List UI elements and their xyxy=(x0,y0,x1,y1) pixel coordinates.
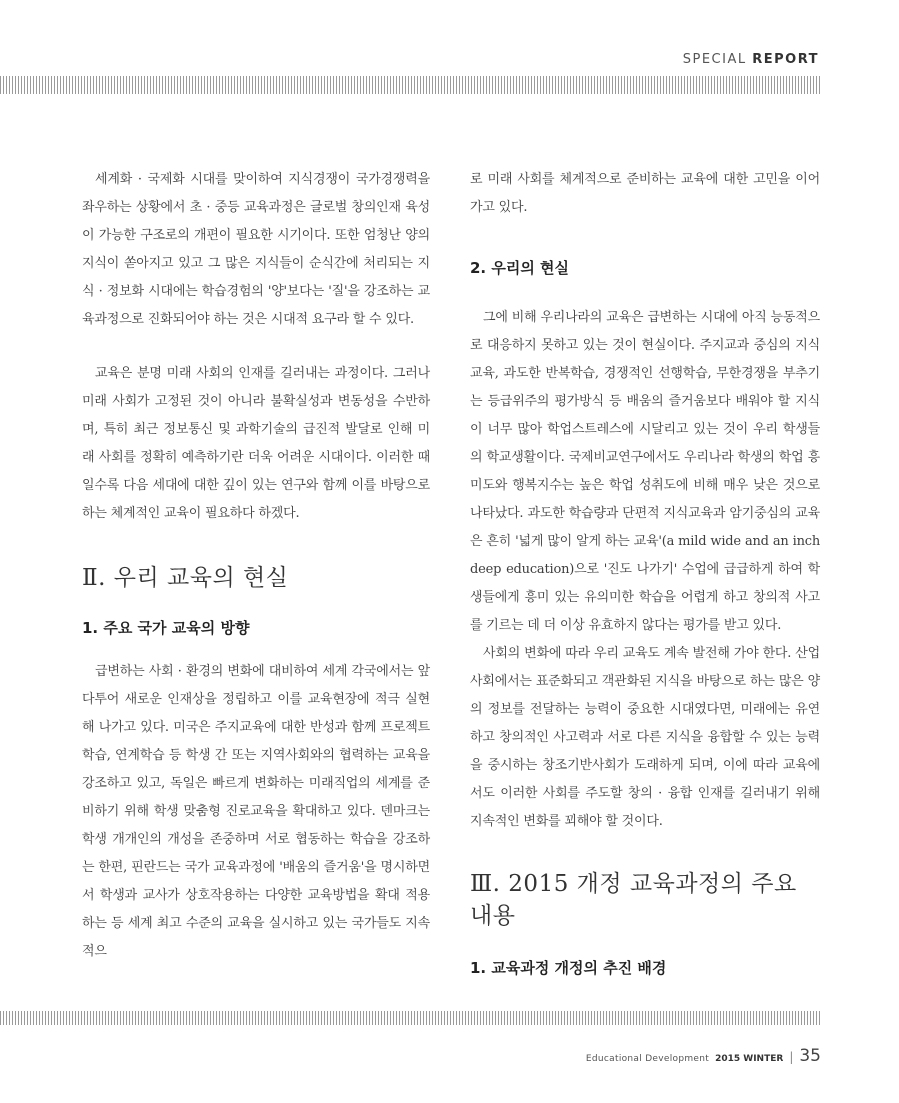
header-label-special: SPECIAL xyxy=(682,52,747,67)
subheading-revision-background: 1. 교육과정 개정의 추진 배경 xyxy=(470,959,667,977)
header-label xyxy=(683,52,819,67)
right-column xyxy=(470,166,820,980)
subheading-our-reality: 2. 우리의 현실 xyxy=(470,259,570,277)
left-paragraph-1: 세계화 · 국제화 시대를 맞이하여 지식경쟁이 국가경쟁력을 좌우하는 상황에서 초 · 중등 교육과정은 글로벌 창의인재 육성이 가능한 구조로의 개편이 필요한 시기이다. 또한 엄청난 양의 지식이 쏟아지고 있고 그 많은 지식들이 순식간에 처리되는 지식 · 정보화 시대에는 학습경험의 '양'보다는 '질'을 강조하는 교육과정으로 진화되어야 하는 것은 시대적 요구라 할 수 있다. xyxy=(82,172,430,327)
footer-separator: | xyxy=(789,1050,794,1064)
right-paragraph-1: 로 미래 사회를 체계적으로 준비하는 교육에 대한 고민을 이어가고 있다. xyxy=(470,172,820,215)
page-footer xyxy=(586,1046,821,1066)
left-paragraph-3: 급변하는 사회 · 환경의 변화에 대비하여 세계 각국에서는 앞다투어 새로운 인재상을 정립하고 이를 교육현장에 적극 실현해 나가고 있다. 미국은 주지교육에 대한 반성과 함께 프로젝트학습, 연계학습 등 학생 간 또는 지역사회와의 협력하는 교육을 강조하고 있고, 독일은 빠르게 변화하는 미래직업의 세계를 준비하기 위해 학생 맞춤형 진로교육을 확대하고 있다. 덴마크는 학생 개개인의 개성을 존중하며 서로 협동하는 학습을 강조하는 한편, 핀란드는 국가 교육과정에 '배움의 즐거움'을 명시하면서 학생과 교사가 상호작용하는 다양한 교육방법을 확대 적용하는 등 세계 최고 수준의 교육을 실시하고 있는 국가들도 지속적으 xyxy=(82,664,430,959)
right-paragraph-3: 사회의 변화에 따라 우리 교육도 계속 발전해 가야 한다. 산업사회에서는 표준화되고 객관화된 지식을 바탕으로 하는 많은 양의 정보를 전달하는 능력이 중요한 시대였다면, 미래에는 유연하고 창의적인 사고력과 서로 다른 지식을 융합할 수 있는 능력을 중시하는 창조기반사회가 도래하게 되며, 이에 따라 교육에서도 이러한 사회를 주도할 창의 · 융합 인재를 길러내기 위해 지속적인 변화를 꾀해야 할 것이다. xyxy=(470,646,820,829)
left-paragraph-2: 교육은 분명 미래 사회의 인재를 길러내는 과정이다. 그러나 미래 사회가 고정된 것이 아니라 불확실성과 변동성을 수반하며, 특히 최근 정보통신 및 과학기술의 급진적 발달로 인해 미래 사회를 정확히 예측하기란 더욱 어려운 시대이다. 이러한 때일수록 다음 세대에 대한 깊이 있는 연구와 함께 이를 바탕으로 하는 체계적인 교육이 필요하다 하겠다. xyxy=(82,366,430,521)
header-label-report: REPORT xyxy=(752,52,819,67)
footer-season: 2015 WINTER xyxy=(715,1054,784,1064)
section-heading-2: Ⅱ. 우리 교육의 현실 xyxy=(82,565,289,591)
page-number: 35 xyxy=(799,1046,821,1066)
bottom-stripe-divider xyxy=(0,1011,820,1025)
section-heading-3: Ⅲ. 2015 개정 교육과정의 주요 내용 xyxy=(470,871,797,929)
top-stripe-divider xyxy=(0,76,820,94)
subheading-major-countries: 1. 주요 국가 교육의 방향 xyxy=(82,619,250,637)
right-paragraph-2: 그에 비해 우리나라의 교육은 급변하는 시대에 아직 능동적으로 대응하지 못하고 있는 것이 현실이다. 주지교과 중심의 지식교육, 과도한 반복학습, 경쟁적인 선행학습, 무한경쟁을 부추기는 등급위주의 평가방식 등 배움의 즐거움보다 배워야 할 지식이 너무 많아 학업스트레스에 시달리고 있는 것이 우리 학생들의 학교생활이다. 국제비교연구에서도 우리나라 학생의 학업 흥미도와 행복지수는 높은 학업 성취도에 비해 매우 낮은 것으로 나타났다. 과도한 학습량과 단편적 지식교육과 암기중심의 교육은 흔히 '넓게 많이 알게 하는 교육'(a mild wide and an inch deep education)으로 '진도 나가기' 수업에 급급하게 하여 학생들에게 흥미 있는 유의미한 학습을 어렵게 하고 창의적 사고를 기르는 데 더 이상 유효하지 않다는 평가를 받고 있다. xyxy=(470,310,820,633)
left-column xyxy=(82,166,430,966)
footer-journal-name: Educational Development xyxy=(585,1054,710,1064)
